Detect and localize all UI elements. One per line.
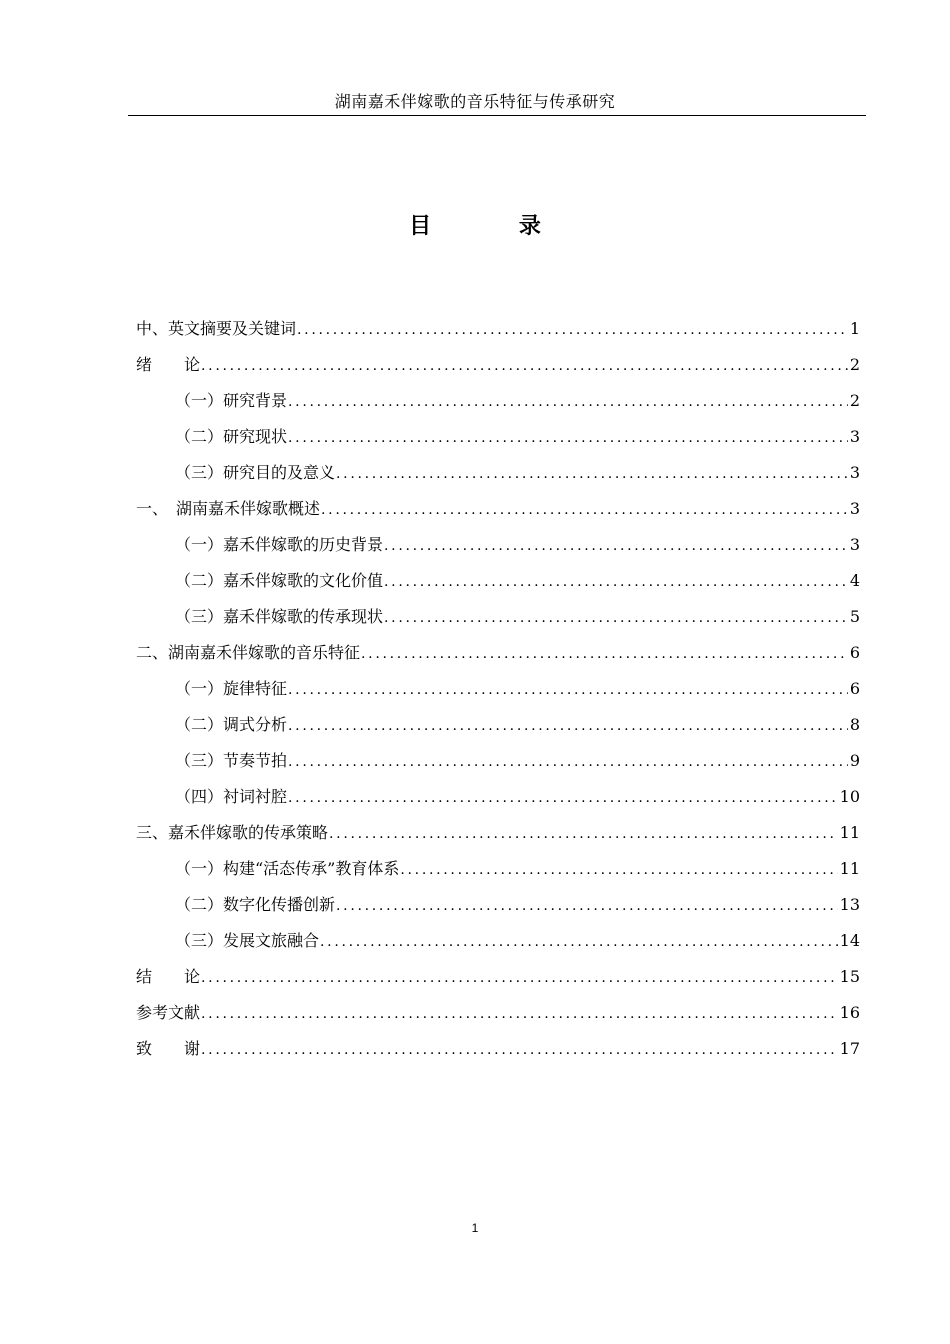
toc-leader-dots [201,1003,838,1025]
toc-leader-dots [288,679,848,701]
toc-title: 目 录 [409,213,581,239]
toc-leader-dots [321,499,848,521]
toc-entry[interactable] [136,856,860,892]
toc-entry[interactable] [136,532,860,568]
toc-entry-label: （一）构建“活态传承”教育体系 [175,859,400,878]
toc-entry-label: （三）节奏节拍 [175,751,288,770]
toc-entry-label: （三）发展文旅融合 [175,931,320,950]
toc-entry-label: （三）嘉禾伴嫁歌的传承现状 [175,607,384,626]
toc-leader-dots [297,319,848,341]
toc-leader-dots [329,823,838,845]
toc-entry-page: 9 [849,751,860,770]
toc-entry-label: 致 谢 [136,1039,201,1058]
toc-entry-page: 15 [839,967,860,986]
toc-entry-label: （二）研究现状 [175,427,288,446]
toc-entry-label: 三、嘉禾伴嫁歌的传承策略 [136,823,329,842]
toc-leader-dots [400,859,837,881]
toc-leader-dots [288,427,848,449]
toc-entry[interactable] [136,928,860,964]
toc-entry[interactable] [136,388,860,424]
toc-entry[interactable] [136,748,860,784]
toc-entry-page: 3 [849,535,860,554]
toc-entry[interactable] [136,784,860,820]
toc-entry[interactable] [136,568,860,604]
toc-entry-page: 11 [839,823,860,842]
toc-entry-label: （三）研究目的及意义 [175,463,336,482]
toc-entry-label: （一）研究背景 [175,391,288,410]
toc-entry[interactable] [136,316,860,352]
toc-entry[interactable] [136,1000,860,1036]
toc-entry[interactable] [136,712,860,748]
toc-entry-label: 中、英文摘要及关键词 [136,319,297,338]
header-rule [128,115,866,116]
toc-entry-page: 2 [849,391,860,410]
toc-entry-page: 3 [849,499,860,518]
toc-entry-page: 6 [849,643,860,662]
toc-entry-label: 二、湖南嘉禾伴嫁歌的音乐特征 [136,643,361,662]
toc-leader-dots [336,895,838,917]
toc-entry-label: （二）调式分析 [175,715,288,734]
page-number: 1 [471,1221,479,1235]
toc-leader-dots [336,463,848,485]
toc-entry-page: 14 [839,931,860,950]
toc-entry-label: （二）数字化传播创新 [175,895,336,914]
toc-leader-dots [288,751,848,773]
toc-leader-dots [288,787,838,809]
toc-leader-dots [201,1039,838,1061]
toc-entry-page: 4 [849,571,860,590]
toc-entry[interactable] [136,964,860,1000]
toc-entry-page: 16 [839,1003,860,1022]
toc-entry[interactable] [136,892,860,928]
toc-entry-label: （四）衬词衬腔 [175,787,288,806]
toc-entry-page: 2 [849,355,860,374]
toc-leader-dots [201,355,848,377]
toc-entry-page: 3 [849,427,860,446]
toc-entry[interactable] [136,640,860,676]
toc-entry-page: 10 [839,787,860,806]
toc-entry-page: 6 [849,679,860,698]
toc-entry-label: （一）嘉禾伴嫁歌的历史背景 [175,535,384,554]
toc-entry[interactable] [136,676,860,712]
toc-entry-label: 参考文献 [136,1003,201,1022]
toc-entry-page: 17 [839,1039,860,1058]
toc-entry[interactable] [136,496,860,532]
toc-entry[interactable] [136,424,860,460]
table-of-contents [136,316,860,1072]
toc-entry-page: 8 [849,715,860,734]
toc-leader-dots [288,715,848,737]
toc-leader-dots [384,571,848,593]
toc-entry[interactable] [136,604,860,640]
toc-leader-dots [288,391,848,413]
toc-entry-page: 3 [849,463,860,482]
toc-leader-dots [201,967,838,989]
toc-entry-label: 一、 湖南嘉禾伴嫁歌概述 [136,499,321,518]
toc-entry-label: 绪 论 [136,355,201,374]
toc-entry[interactable] [136,820,860,856]
toc-entry[interactable] [136,1036,860,1072]
toc-entry[interactable] [136,460,860,496]
toc-entry-page: 13 [839,895,860,914]
toc-entry-page: 1 [849,319,860,338]
toc-leader-dots [361,643,848,665]
toc-entry-page: 11 [839,859,860,878]
toc-entry[interactable] [136,352,860,388]
toc-entry-page: 5 [849,607,860,626]
toc-leader-dots [384,607,848,629]
toc-leader-dots [320,931,838,953]
toc-entry-label: （二）嘉禾伴嫁歌的文化价值 [175,571,384,590]
toc-leader-dots [384,535,848,557]
toc-entry-label: （一）旋律特征 [175,679,288,698]
running-header: 湖南嘉禾伴嫁歌的音乐特征与传承研究 [334,92,616,111]
toc-entry-label: 结 论 [136,967,201,986]
